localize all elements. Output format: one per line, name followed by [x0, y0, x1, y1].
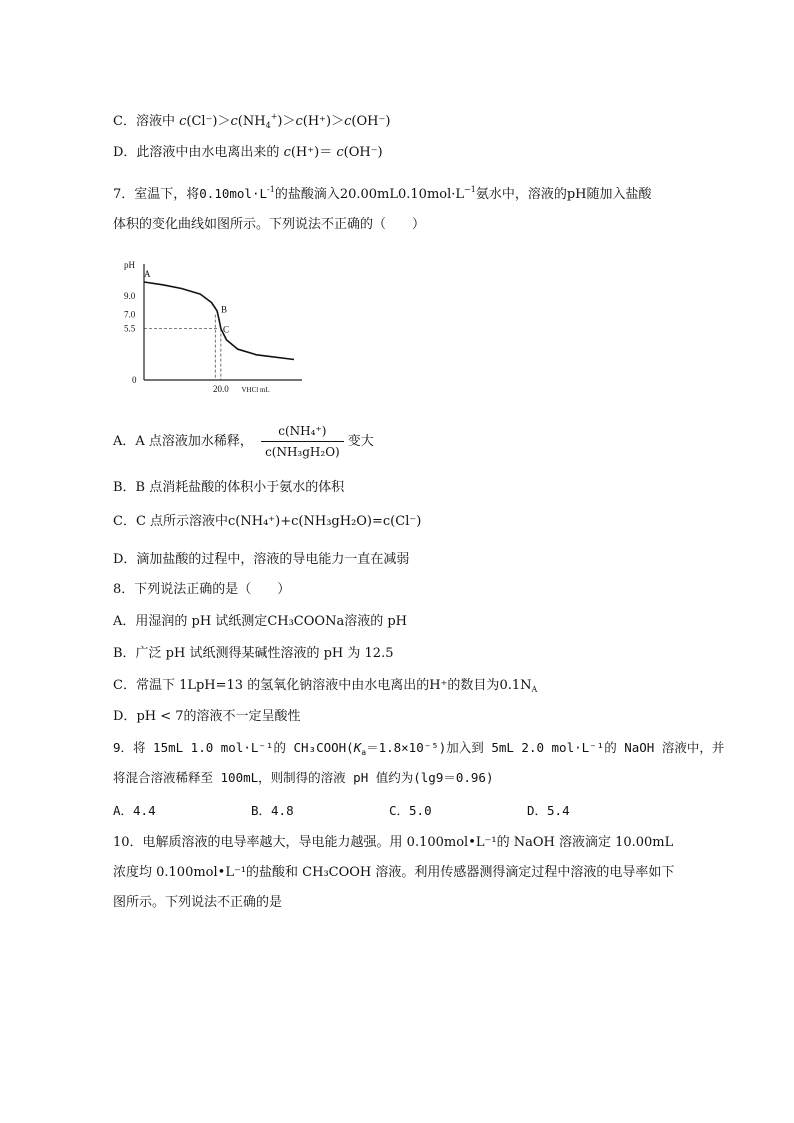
q9-option-d: D．5.4 — [527, 803, 570, 818]
point-label-a: A — [144, 269, 151, 279]
q7-option-b: B．B 点消耗盐酸的体积小于氨水的体积 — [113, 480, 345, 495]
q7-option-d: D．滴加盐酸的过程中，溶液的导电能力一直在减弱 — [113, 552, 410, 567]
q9-option-a: A．4.4 — [113, 803, 156, 818]
question-9-stem-line2: 将混合溶液稀释至 100mL，则制得的溶液 pH 值约为(lg9＝0.96) — [113, 770, 494, 785]
option-d-water-ionization: D．此溶液中由水电离出来的 c(H⁺)＝ c(OH⁻) — [113, 145, 383, 160]
y-tick-label: 0 — [132, 375, 137, 385]
question-9-stem-line1: 9．将 15mL 1.0 mol·L⁻¹的 $CH_3COOH(K_a=1.8\times 10^{-5})$加入到 5mL 2.0 mol·L⁻¹的 NaOH 溶液中，并 — [113, 740, 725, 757]
q7-option-a: A．A 点溶液加水稀释， $\frac{\text{c(NH₄⁺)}}{\text{c(NH₃gH₂O)}}$ 变大 — [113, 424, 374, 459]
x-axis-label: VHCl mL — [241, 386, 270, 394]
question-7-stem-line2: 体积的变化曲线如图所示。下列说法不正确的（ ） — [113, 217, 426, 232]
question-10-stem-line1: 10．电解质溶液的电导率越大，导电能力越强。用 0.100mol•L⁻¹的 NaOH 溶液滴定 10.00mL — [113, 835, 674, 850]
titration-curve-line — [144, 282, 294, 360]
question-8-stem: 8．下列说法正确的是（ ） — [113, 582, 291, 597]
q8-option-a: A．用湿润的 pH 试纸测定CH₃COONa溶液的 pH — [113, 614, 407, 629]
question-10-stem-line3: 图所示。下列说法不正确的是 — [113, 895, 283, 910]
question-7-stem-line1: 7．室温下，将$0.10mol\cdot L^{-1}$的盐酸滴入$20.00mL0.10mol\cdot L^{-1}$氨水中，溶液的pH随加入盐酸 — [113, 185, 652, 202]
y-tick-label: 9.0 — [124, 291, 136, 301]
q7-option-c: C．C 点所示溶液中c(NH₄⁺)+c(NH₃gH₂O)=c(Cl⁻) — [113, 514, 422, 529]
q8-option-b: B．广泛 pH 试纸测得某碱性溶液的 pH 为 12.5 — [113, 646, 394, 661]
option-c-ion-order: C．溶液中 $c(Cl^-)>c(NH_4^+)>c(H^+)>c(OH^-)$ — [113, 112, 391, 130]
point-label-b: B — [221, 304, 228, 315]
titration-curve-chart — [118, 255, 308, 395]
q9-option-c: C．5.0 — [389, 803, 432, 818]
x-tick-label: 20.0 — [213, 384, 229, 394]
y-axis-label: pH — [124, 260, 135, 270]
q8-option-d: D．pH < 7的溶液不一定呈酸性 — [113, 709, 301, 724]
concentration-ratio-fraction: $\frac{\text{c(NH₄⁺)}}{\text{c(NH₃gH₂O)}}$ — [261, 422, 344, 461]
q8-option-c: C．常温下 1LpH=13 的氢氧化钠溶液中由水电离出的H⁺的数目为$0.1N_A$ — [113, 678, 538, 694]
question-10-stem-line2: 浓度均 0.100mol•L⁻¹的盐酸和 CH₃COOH 溶液。利用传感器测得滴定过程中溶液的电导率如下 — [113, 865, 675, 880]
q9-option-b: B．4.8 — [251, 803, 294, 818]
point-label-c: C — [223, 324, 230, 335]
y-tick-label: 5.5 — [124, 323, 136, 334]
y-tick-label: 7.0 — [124, 309, 136, 320]
